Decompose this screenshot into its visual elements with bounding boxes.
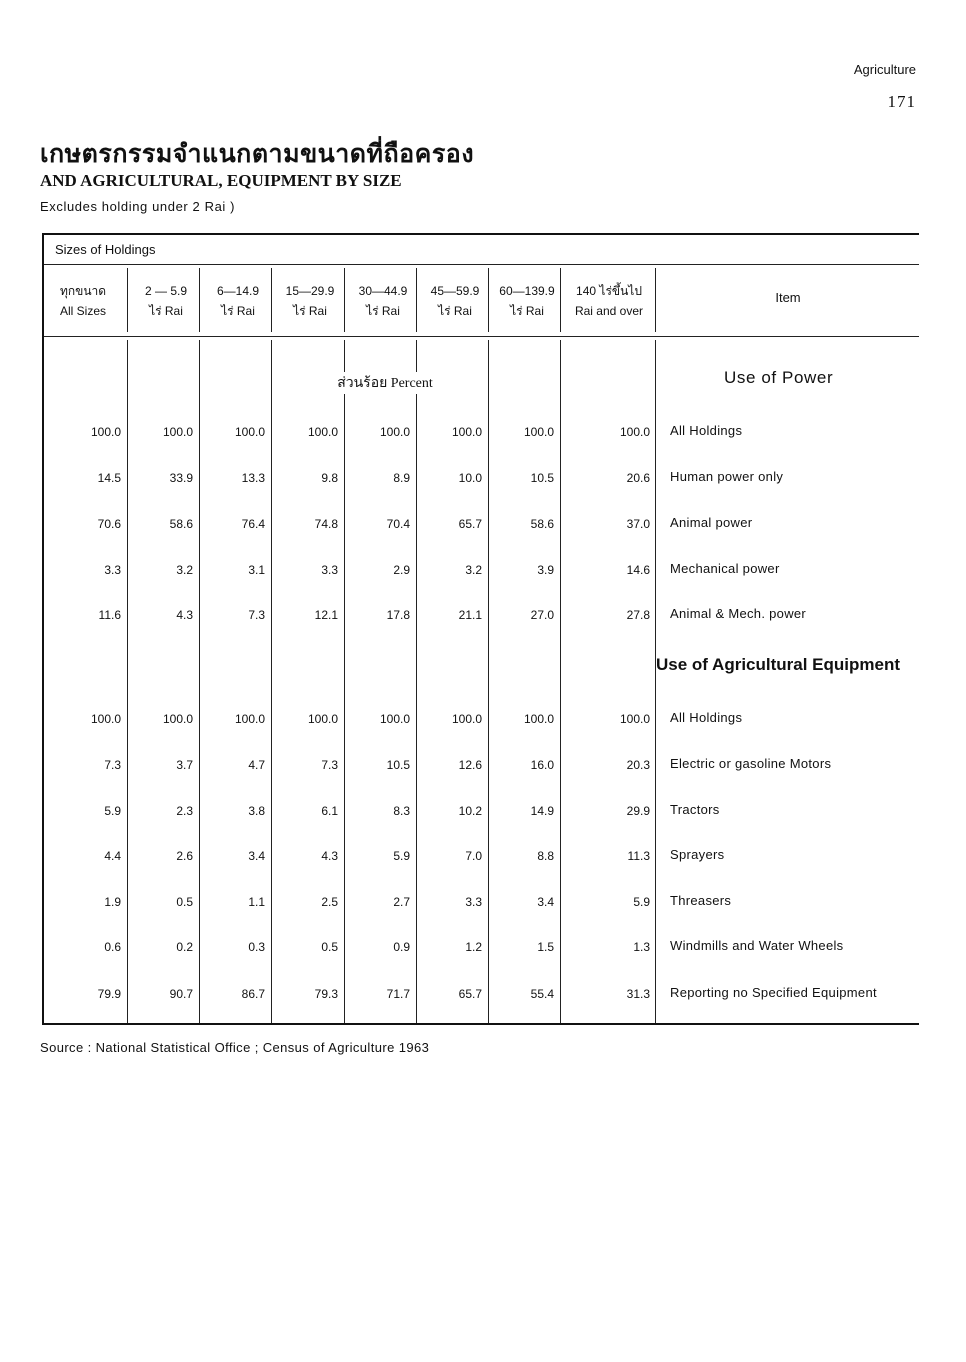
table-cell: 100.0 <box>90 712 121 726</box>
table-cell: 3.9 <box>537 563 554 577</box>
table-cell: 10.0 <box>458 471 482 485</box>
table-cell: 27.8 <box>626 608 650 622</box>
source-note: Source : National Statistical Office ; Census of Agriculture 1963 <box>40 1040 430 1055</box>
unit-label: ส่วนร้อย Percent <box>300 372 470 394</box>
header-rule-1 <box>44 264 919 265</box>
column-header-line1: 15—29.9 <box>285 284 335 298</box>
column-header-line2: Rai and over <box>574 304 644 318</box>
table-cell: 0.5 <box>176 895 193 909</box>
column-header-line2: ไร่ Rai <box>293 304 327 318</box>
running-header: Agriculture <box>853 62 916 77</box>
row-item-label: Electric or gasoline Motors <box>670 756 832 771</box>
table-cell: 14.5 <box>97 471 121 485</box>
table-cell: 2.5 <box>321 895 338 909</box>
table-cell: 3.3 <box>104 563 121 577</box>
table-cell: 8.8 <box>537 849 554 863</box>
table-cell: 4.3 <box>176 608 193 622</box>
table-cell: 79.3 <box>314 987 338 1001</box>
table-cell: 20.3 <box>626 758 650 772</box>
table-cell: 8.3 <box>393 804 410 818</box>
table-cell: 29.9 <box>626 804 650 818</box>
table-cell: 100.0 <box>234 425 265 439</box>
table-cell: 10.5 <box>386 758 410 772</box>
table-cell: 3.3 <box>321 563 338 577</box>
table-cell: 100.0 <box>162 712 193 726</box>
row-item-label: All Holdings <box>670 710 743 725</box>
section-heading-power: Use of Power <box>724 368 834 387</box>
title-english: AND AGRICULTURAL, EQUIPMENT BY SIZE <box>40 171 402 190</box>
table-cell: 7.3 <box>248 608 265 622</box>
row-item-label: All Holdings <box>670 423 743 438</box>
page-number: 171 <box>887 92 916 111</box>
table-cell: 3.8 <box>248 804 265 818</box>
body-column-rule <box>416 340 417 1023</box>
body-column-rule <box>655 340 656 1023</box>
table-cell: 2.3 <box>176 804 193 818</box>
row-item-label: Human power only <box>670 469 784 484</box>
table-cell: 100.0 <box>307 425 338 439</box>
table-cell: 7.3 <box>321 758 338 772</box>
table-cell: 3.3 <box>465 895 482 909</box>
table-cell: 74.8 <box>314 517 338 531</box>
table-cell: 79.9 <box>97 987 121 1001</box>
table-cell: 8.9 <box>393 471 410 485</box>
table-cell: 3.1 <box>248 563 265 577</box>
column-header <box>273 281 347 321</box>
table-cell: 12.1 <box>314 608 338 622</box>
body-column-rule <box>199 340 200 1023</box>
table-cell: 100.0 <box>234 712 265 726</box>
table-cell: 100.0 <box>451 712 482 726</box>
table-cell: 0.6 <box>104 940 121 954</box>
table-cell: 55.4 <box>530 987 554 1001</box>
table-cell: 4.7 <box>248 758 265 772</box>
column-header-line1: 60—139.9 <box>499 284 555 298</box>
column-header <box>201 281 275 321</box>
table-cell: 100.0 <box>451 425 482 439</box>
table-cell: 20.6 <box>626 471 650 485</box>
table-cell: 100.0 <box>307 712 338 726</box>
table-cell: 1.2 <box>465 940 482 954</box>
table-cell: 100.0 <box>379 425 410 439</box>
table-cell: 4.4 <box>104 849 121 863</box>
column-header-line1: ทุกขนาด <box>59 284 107 298</box>
body-column-rule <box>560 340 561 1023</box>
table-cell: 4.3 <box>321 849 338 863</box>
table-top-rule <box>42 233 919 235</box>
table-cell: 58.6 <box>169 517 193 531</box>
table-cell: 16.0 <box>530 758 554 772</box>
table-cell: 37.0 <box>626 517 650 531</box>
table-cell: 2.6 <box>176 849 193 863</box>
table-cell: 2.9 <box>393 563 410 577</box>
table-cell: 0.2 <box>176 940 193 954</box>
body-column-rule <box>344 340 345 1023</box>
table-cell: 6.1 <box>321 804 338 818</box>
table-cell: 5.9 <box>393 849 410 863</box>
row-item-label: Animal & Mech. power <box>670 606 807 621</box>
table-cell: 0.3 <box>248 940 265 954</box>
table-cell: 65.7 <box>458 987 482 1001</box>
row-item-label: Tractors <box>670 802 720 817</box>
row-item-label: Mechanical power <box>670 561 780 576</box>
column-header-line2: All Sizes <box>59 304 106 318</box>
table-cell: 1.5 <box>537 940 554 954</box>
section-heading-equipment: Use of Agricultural Equipment <box>656 655 901 674</box>
table-cell: 71.7 <box>386 987 410 1001</box>
column-header <box>562 281 656 321</box>
table-bottom-rule <box>42 1023 919 1025</box>
table-cell: 70.4 <box>386 517 410 531</box>
item-column-header: Item <box>775 290 801 305</box>
row-item-label: Sprayers <box>670 847 725 862</box>
table-cell: 76.4 <box>241 517 265 531</box>
column-header <box>418 281 492 321</box>
table-cell: 11.3 <box>627 849 650 863</box>
column-header-line2: ไร่ Rai <box>149 304 183 318</box>
table-cell: 3.7 <box>176 758 193 772</box>
table-cell: 0.5 <box>321 940 338 954</box>
table-cell: 9.8 <box>321 471 338 485</box>
column-header <box>46 281 120 321</box>
title-thai: เกษตรกรรมจำแนกตามขนาดที่ถือครอง <box>40 139 475 168</box>
table-cell: 7.0 <box>465 849 482 863</box>
table-cell: 3.2 <box>465 563 482 577</box>
table-cell: 10.2 <box>458 804 482 818</box>
table-cell: 100.0 <box>523 425 554 439</box>
table-cell: 27.0 <box>530 608 554 622</box>
table-cell: 3.2 <box>176 563 193 577</box>
table-cell: 12.6 <box>458 758 482 772</box>
table-cell: 3.4 <box>537 895 554 909</box>
header-rule-2 <box>44 336 919 337</box>
column-header-line1: 30—44.9 <box>358 284 408 298</box>
table-cell: 10.5 <box>530 471 554 485</box>
table-cell: 100.0 <box>619 425 650 439</box>
body-column-rule <box>127 340 128 1023</box>
table-cell: 100.0 <box>379 712 410 726</box>
table-cell: 65.7 <box>458 517 482 531</box>
table-cell: 58.6 <box>530 517 554 531</box>
column-header-line2: ไร่ Rai <box>510 304 544 318</box>
table-cell: 13.3 <box>241 471 265 485</box>
row-item-label: Windmills and Water Wheels <box>670 938 844 953</box>
column-header-line1: 6—14.9 <box>216 284 260 298</box>
table-cell: 14.6 <box>626 563 650 577</box>
table-cell: 1.9 <box>104 895 121 909</box>
table-cell: 14.9 <box>530 804 554 818</box>
column-header <box>129 281 203 321</box>
table-cell: 7.3 <box>104 758 121 772</box>
column-header-line2: ไร่ Rai <box>366 304 400 318</box>
row-item-label: Threasers <box>670 893 732 908</box>
sizes-of-holdings-label: Sizes of Holdings <box>55 242 156 257</box>
table-cell: 17.8 <box>386 608 410 622</box>
table-cell: 3.4 <box>248 849 265 863</box>
table-cell: 100.0 <box>90 425 121 439</box>
header-column-rule <box>127 268 128 332</box>
table-cell: 100.0 <box>619 712 650 726</box>
table-cell: 100.0 <box>523 712 554 726</box>
row-item-label: Reporting no Specified Equipment <box>670 985 877 1000</box>
table-cell: 11.6 <box>98 608 121 622</box>
table-cell: 0.9 <box>393 940 410 954</box>
table-cell: 2.7 <box>393 895 410 909</box>
table-left-rule <box>42 233 44 1025</box>
body-column-rule <box>271 340 272 1023</box>
table-cell: 70.6 <box>97 517 121 531</box>
table-cell: 31.3 <box>626 987 650 1001</box>
table-cell: 1.1 <box>248 895 265 909</box>
column-header-line2: ไร่ Rai <box>438 304 472 318</box>
table-cell: 100.0 <box>162 425 193 439</box>
table-cell: 5.9 <box>104 804 121 818</box>
table-cell: 86.7 <box>241 987 265 1001</box>
body-column-rule <box>488 340 489 1023</box>
column-header-line1: 45—59.9 <box>430 284 480 298</box>
column-header-line1: 2 — 5.9 <box>144 284 188 298</box>
table-cell: 5.9 <box>633 895 650 909</box>
subtitle: Excludes holding under 2 Rai ) <box>40 199 236 214</box>
column-header-line2: ไร่ Rai <box>221 304 255 318</box>
row-item-label: Animal power <box>670 515 753 530</box>
table-cell: 1.3 <box>633 940 650 954</box>
table-cell: 90.7 <box>169 987 193 1001</box>
column-header <box>490 281 564 321</box>
column-header-line1: 140 ไร่ขึ้นไป <box>576 284 642 298</box>
table-cell: 33.9 <box>169 471 193 485</box>
column-header <box>346 281 420 321</box>
table-cell: 21.1 <box>458 608 482 622</box>
